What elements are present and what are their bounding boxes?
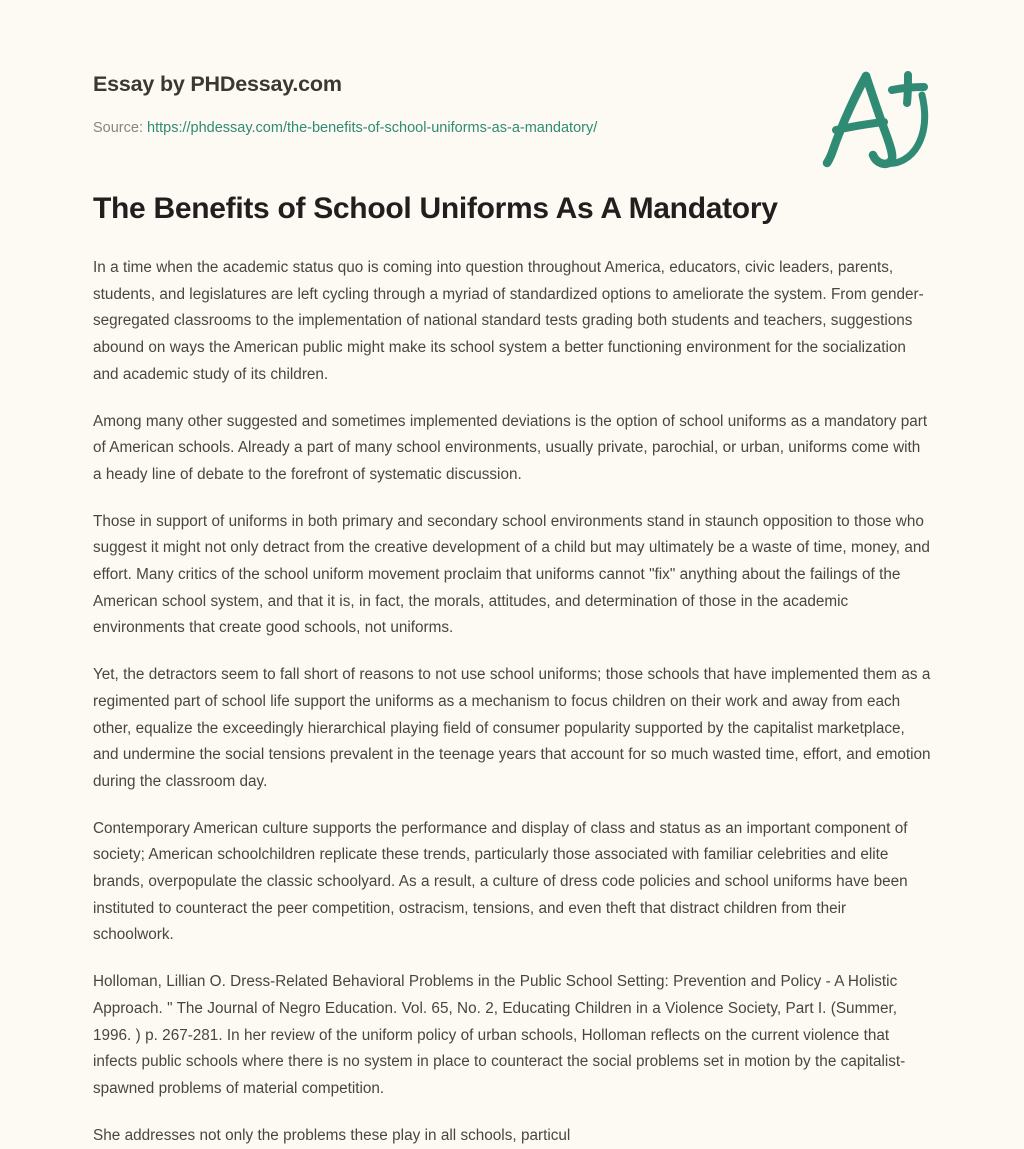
- paragraph: Contemporary American culture supports the performance and display of class and status as an important component of society; American schoolchildren replicate these trends, particularly those associated with familiar celebrities and elite brands, overpopulate the classic schoolyard. As a result, a culture of dress code policies and school uniforms have been instituted to counteract the peer competition, ostracism, tensions, and even theft that distract children from their schoolwork.: [93, 819, 908, 944]
- paragraph: She addresses not only the problems these play in all schools, particul: [93, 1126, 571, 1144]
- a-plus-logo-icon: [812, 66, 938, 170]
- brand-title: Essay by PHDessay.com: [93, 72, 342, 96]
- source-label: Source:: [93, 120, 143, 136]
- article-body: [0, 255, 1024, 1149]
- source-line: [93, 120, 597, 136]
- page-header: [0, 0, 1024, 190]
- paragraph: Yet, the detractors seem to fall short of reasons to not use school uniforms; those schools that have implemented them as a regimented part of school life support the uniforms as a mechanism to focus children on their work and away from each other, equalize the exceedingly hierarchical playing field of consumer popularity supported by the capitalist marketplace, and undermine the social tensions prevalent in the teenage years that account for so much wasted time, effort, and emotion during the classroom day.: [93, 666, 931, 790]
- paragraph: Those in support of uniforms in both primary and secondary school environments stand in staunch opposition to those who suggest it might not only detract from the creative development of a child but may ultimately be a waste of time, money, and effort. Many critics of the school uniform movement proclaim that uniforms cannot "fix" anything about the failings of the American school system, and that it is, in fact, the morals, attitudes, and determination of those in the academic environments that create good schools, not uniforms.: [93, 512, 930, 637]
- article-container: [0, 190, 1024, 1149]
- paragraph: Holloman, Lillian O. Dress-Related Behavioral Problems in the Public School Setting: Prevention and Policy - A Holistic Approach. " The Journal of Negro Education. Vol. 65, No. 2, Educating Children in a Violence Society, Part I. (Summer, 1996. ) p. 267-281. In her review of the uniform policy of urban schools, Holloman reflects on the current violence that infects public schools where there is no system in place to counteract the social problems set in motion by the capitalist-spawned problems of material competition.: [93, 973, 906, 1097]
- a-plus-logo-svg: [812, 66, 938, 170]
- paragraph: Among many other suggested and sometimes implemented deviations is the option of school uniforms as a mandatory part of American schools. Already a part of many school environments, usually private, parochial, or urban, uniforms come with a heady line of debate to the forefront of systematic discussion.: [93, 412, 928, 483]
- paragraph: In a time when the academic status quo is coming into question throughout America, educators, civic leaders, parents, students, and legislatures are left cycling through a myriad of standardized options to ameliorate the system. From gender-segregated classrooms to the implementation of national standard tests grading both students and teachers, suggestions abound on ways the American public might make its school system a better functioning environment for the socialization and academic study of its children.: [93, 259, 924, 383]
- page-title: The Benefits of School Uniforms As A Mandatory: [93, 192, 778, 225]
- source-url-link[interactable]: https://phdessay.com/the-benefits-of-school-uniforms-as-a-mandatory/: [147, 120, 598, 136]
